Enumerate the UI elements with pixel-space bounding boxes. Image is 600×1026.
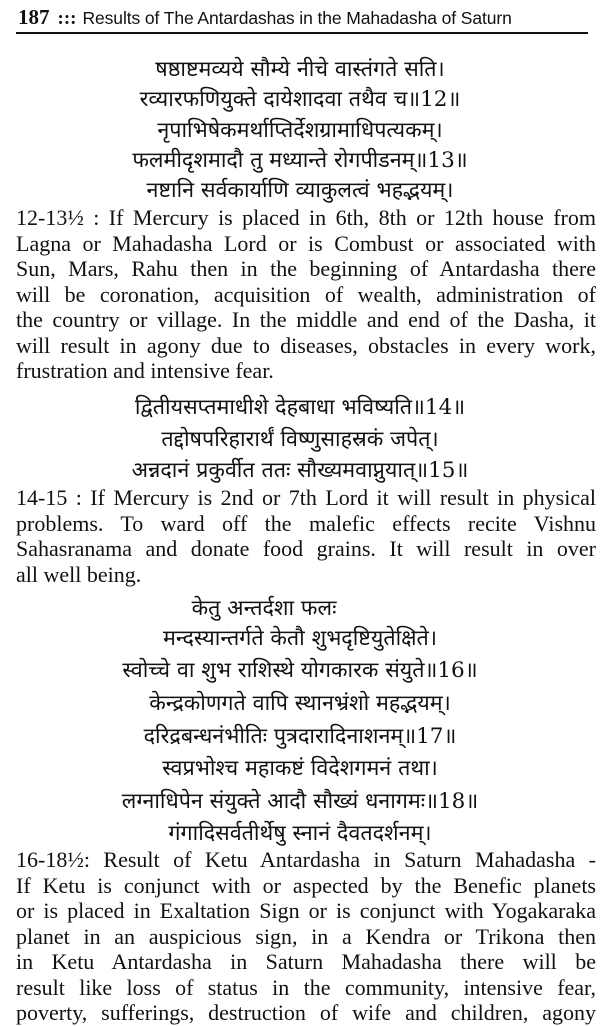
paragraph-line: will be coronation, acquisition of wealth, administration of bbox=[16, 281, 596, 307]
translation-paragraph bbox=[16, 847, 596, 1026]
translation-paragraph bbox=[16, 485, 596, 587]
header-separator: ::: bbox=[57, 8, 77, 29]
paragraph-line: 14-15 : If Mercury is 2nd or 7th Lord it will result in physical bbox=[16, 485, 596, 510]
running-title: Results of The Antardashas in the Mahadasha of Saturn bbox=[82, 8, 512, 28]
paragraph-line: result like loss of status in the community, intensive fear, bbox=[16, 974, 596, 1000]
paragraph-line: Lagna or Mahadasha Lord or is Combust or associated with bbox=[16, 230, 596, 256]
paragraph-line: in Ketu Antardasha in Saturn Mahadasha there will be bbox=[16, 949, 596, 974]
page-number: 187 bbox=[18, 5, 50, 29]
page-header bbox=[18, 5, 588, 29]
paragraph-line: Sun, Mars, Rahu then in the beginning of Antardasha there bbox=[16, 256, 596, 281]
sanskrit-verse-line: षष्ठाष्टमव्यये सौम्ये नीचे वास्तंगते सति। bbox=[155, 57, 445, 82]
sanskrit-verse-line: रव्यारफणियुक्ते दायेशादवा तथैव च॥12॥ bbox=[139, 87, 461, 112]
sanskrit-verse-line: फलमीदृशमादौ तु मध्यान्ते रोगपीडनम्॥13॥ bbox=[132, 148, 468, 173]
sanskrit-verse-line: केन्द्रकोणगते वापि स्थानभ्रंशो महद्भयम्। bbox=[149, 691, 451, 716]
sanskrit-verse-line: स्वप्रभोश्च महाकष्टं विदेशगमनं तथा। bbox=[162, 756, 438, 781]
paragraph-line: Sahasranama and donate food grains. It will result in over bbox=[16, 536, 596, 561]
sanskrit-verse-line: अन्नदानं प्रकुर्वीत ततः सौख्यमवाप्नुयात्॥15॥ bbox=[131, 458, 469, 483]
sanskrit-verse-line: गंगादिसर्वतीर्थेषु स्नानं दैवतदर्शनम्। bbox=[168, 821, 432, 846]
sanskrit-verse-line: लग्नाधिपेन संयुक्ते आदौ सौख्यं धनागमः॥18॥ bbox=[121, 789, 479, 814]
paragraph-line: problems. To ward off the malefic effects recite Vishnu bbox=[16, 510, 596, 536]
sanskrit-verse-line: तद्दोषपरिहारार्थं विष्णुसाहस्रकं जपेत्। bbox=[161, 427, 439, 452]
translation-paragraph bbox=[16, 205, 596, 384]
paragraph-line: 16-18½: Result of Ketu Antardasha in Saturn Mahadasha - bbox=[16, 847, 596, 872]
paragraph-line: 12-13½ : If Mercury is placed in 6th, 8th or 12th house from bbox=[16, 205, 596, 230]
paragraph-line: poverty, sufferings, destruction of wife and children, agony bbox=[16, 1000, 596, 1025]
sanskrit-verse-line: मन्दस्यान्तर्गते केतौ शुभदृष्टियुतेक्षिते। bbox=[163, 626, 437, 651]
sanskrit-verse-line: स्वोच्चे वा शुभ राशिस्थे योगकारक संयुते॥16॥ bbox=[122, 658, 478, 683]
paragraph-line: the country or village. In the middle and end of the Dasha, it bbox=[16, 307, 596, 332]
paragraph-line: will result in agony due to diseases, obstacles in every work, bbox=[16, 332, 596, 358]
sanskrit-verse-line: दरिद्रबन्धनंभीतिः पुत्रदारादिनाशनम्॥17॥ bbox=[143, 724, 457, 749]
paragraph-line: frustration and intensive fear. bbox=[16, 358, 274, 383]
paragraph-line: all well being. bbox=[16, 561, 142, 587]
section-heading: केतु अन्तर्दशा फलः bbox=[191, 596, 337, 621]
header-rule bbox=[16, 32, 588, 34]
paragraph-line: planet in an auspicious sign, in a Kendra or Trikona then bbox=[16, 923, 596, 949]
sanskrit-verse-line: नृपाभिषेकमर्थाप्तिर्देशग्रामाधिपत्यकम्। bbox=[157, 118, 443, 143]
paragraph-line: or is placed in Exaltation Sign or is conjunct with Yogakaraka bbox=[16, 898, 596, 923]
paragraph-line: If Ketu is conjunct with or aspected by the Benefic planets bbox=[16, 872, 596, 898]
sanskrit-verse-line: नष्टानि सर्वकार्याणि व्याकुलत्वं भहद्भयम्। bbox=[146, 178, 454, 203]
sanskrit-verse-line: द्वितीयसप्तमाधीशे देहबाधा भविष्यति॥14॥ bbox=[134, 395, 466, 420]
